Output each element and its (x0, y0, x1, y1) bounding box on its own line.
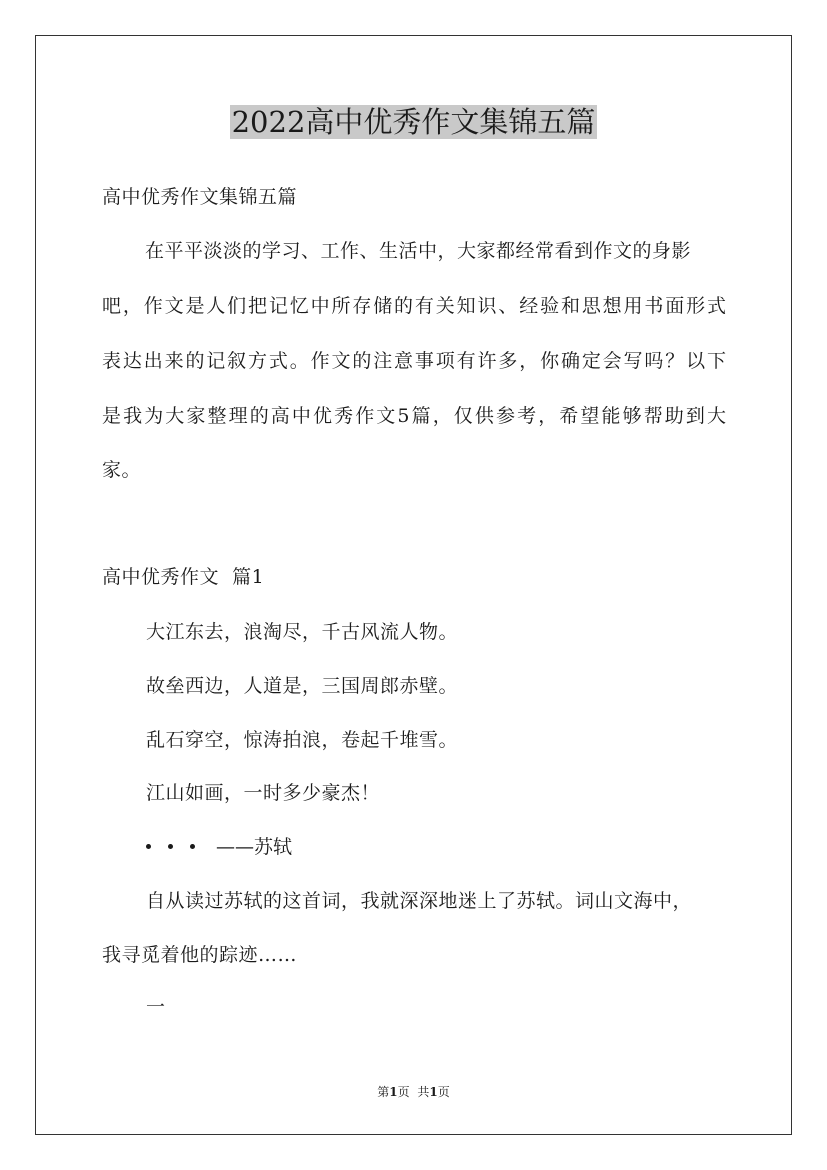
body-line-2: 我寻觅着他的踪迹…… (102, 944, 298, 966)
bullet-dot (146, 844, 151, 849)
section-heading: 高中优秀作文 篇1 (102, 566, 265, 588)
body-line-1: 自从读过苏轼的这首词，我就深深地迷上了苏轼。词山文海中， (146, 890, 693, 912)
poem-line-3: 乱石穿空，惊涛拍浪，卷起千堆雪。 (146, 729, 459, 751)
intro-line-3: 表达出来的记叙方式。作文的注意事项有许多，你确定会写吗？以下 (102, 350, 726, 372)
poem-line-2: 故垒西边，人道是，三国周郎赤壁。 (146, 675, 459, 697)
document-title-text: 2022高中优秀作文集锦五篇 (231, 105, 596, 139)
footer-total-suffix: 页 (437, 1085, 450, 1099)
footer-current-page: 1 (389, 1085, 398, 1099)
document-title (0, 100, 827, 144)
footer-prefix: 第 (377, 1085, 390, 1099)
page-footer (0, 1083, 827, 1100)
section-marker: 一 (146, 996, 166, 1018)
poem-attribution: ——苏轼 (216, 836, 293, 858)
footer-total-prefix: 共 (417, 1085, 430, 1099)
intro-line-5: 家。 (102, 459, 142, 481)
intro-line-4: 是我为大家整理的高中优秀作文5篇，仅供参考，希望能够帮助到大 (102, 405, 726, 427)
intro-line-1: 在平平淡淡的学习、工作、生活中，大家都经常看到作文的身影 (145, 240, 692, 262)
poem-line-1: 大江东去，浪淘尽，千古风流人物。 (146, 621, 459, 643)
intro-line-2: 吧，作文是人们把记忆中所存储的有关知识、经验和思想用书面形式 (102, 295, 726, 317)
footer-page-suffix: 页 (397, 1085, 410, 1099)
bullet-dot (190, 844, 195, 849)
bullet-dot (168, 844, 173, 849)
document-subtitle: 高中优秀作文集锦五篇 (102, 186, 298, 208)
attribution-line (146, 832, 292, 859)
footer-total-pages: 1 (429, 1085, 438, 1099)
poem-line-4: 江山如画，一时多少豪杰！ (146, 782, 381, 804)
